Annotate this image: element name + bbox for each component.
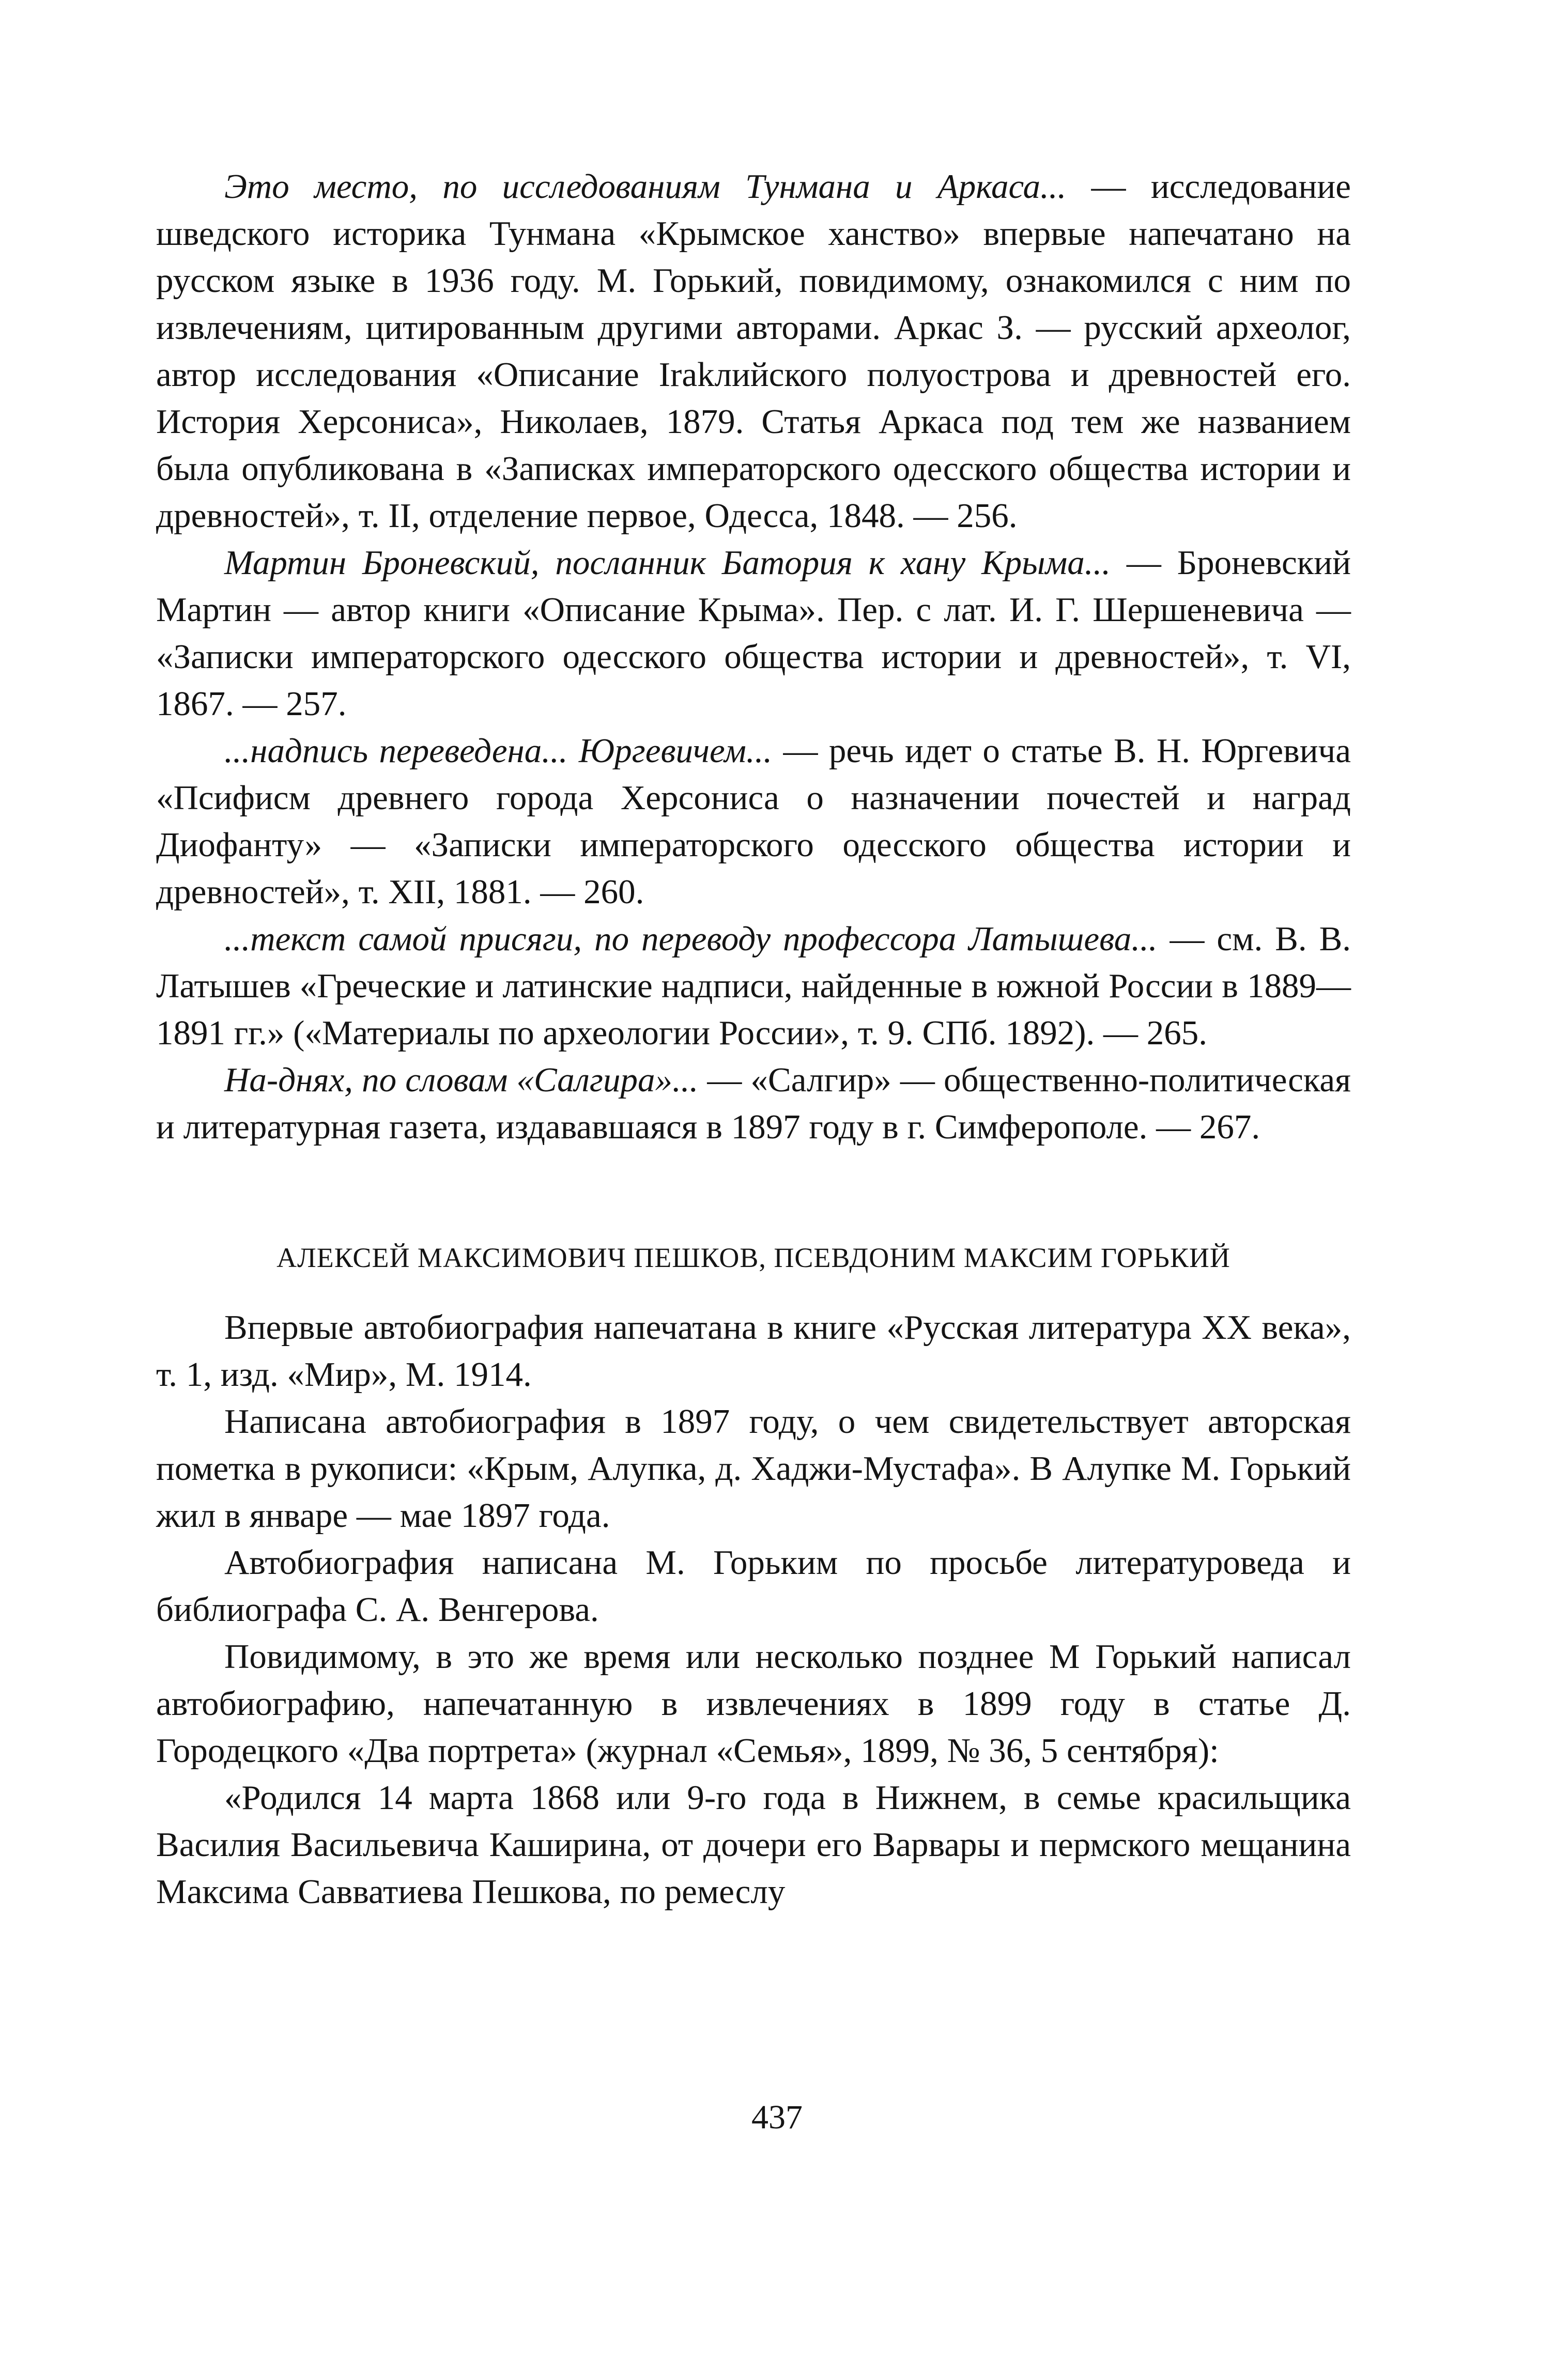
section-paragraph: Написана автобиография в 1897 году, о чем свидетельствует авторская пометка в рукописи: «Крым, Алупка, д. Хаджи-Мустафа». В Алупке М. Горький жил в январе — мае 1897 года. (156, 1402, 1351, 1535)
section-paragraph: Автобиография написана М. Горьким по просьбе литературоведа и библиографа С. А. Венгерова. (156, 1543, 1351, 1629)
section-paragraph: Повидимому, в это же время или несколько позднее М Горький написал автобиографию, напечатанную в извлечениях в 1899 году в статье Д. Городецкого «Два портрета» (журнал «Семья», 1899, № 36, 5 сентября): (156, 1637, 1351, 1770)
note-paragraph (156, 163, 1351, 539)
note-text: — Броневский Мартин — автор книги «Описание Крыма». Пер. с лат. И. Г. Шершеневича — «Записки императорского одесского общества истории и древностей», т. VI, 1867. — 257. (156, 544, 1351, 723)
section-paragraph: «Родился 14 марта 1868 или 9-го года в Нижнем, в семье красильщика Василия Васильевича Каширина, от дочери его Варвары и пермского мещанина Максима Савватиева Пешкова, по ремеслу (156, 1779, 1351, 1911)
page-content (156, 163, 1351, 1915)
note-lemma: ...текст самой присяги, по переводу профессора Латышева... (224, 920, 1158, 958)
note-lemma: На-днях, по словам «Салгира»... (224, 1061, 699, 1099)
note-paragraph (156, 728, 1351, 916)
note-paragraph (156, 539, 1351, 728)
section-paragraph: Впервые автобиография напечатана в книге «Русская литература XX века», т. 1, изд. «Мир», М. 1914. (156, 1308, 1351, 1394)
note-paragraph (156, 916, 1351, 1057)
note-text: — «Салгир» — общественно-политическая и литературная газета, издававшаяся в 1897 году в г. Симферополе. — 267. (156, 1061, 1351, 1146)
note-paragraph (156, 1057, 1351, 1151)
autobiography-section (156, 1240, 1351, 1915)
note-lemma: ...надпись переведена... Юргевичем... (224, 732, 773, 770)
note-text: — см. В. В. Латышев «Греческие и латинские надписи, найденные в южной России в 1889—1891 гг.» («Материалы по археологии России», т. 9. СПб. 1892). — 265. (156, 920, 1351, 1052)
section-heading: АЛЕКСЕЙ МАКСИМОВИЧ ПЕШКОВ, ПСЕВДОНИМ МАКСИМ ГОРЬКИЙ (276, 1242, 1230, 1273)
note-lemma: Это место, по исследованиям Тунмана и Аркаса... (224, 167, 1067, 206)
commentary-notes (156, 163, 1351, 1151)
note-text: — речь идет о статье В. Н. Юргевича «Псифисм древнего города Херсониса о назначении почестей и наград Диофанту» — «Записки императорского одесского общества истории и древностей», т. XII, 1881. — 260. (156, 732, 1351, 911)
page-number: 437 (751, 2098, 803, 2136)
note-lemma: Мартин Броневский, посланник Батория к хану Крыма... (224, 544, 1111, 582)
note-text: — исследование шведского историка Тунмана «Крымское ханство» впервые напечатано на русском языке в 1936 году. М. Горький, повидимому, ознакомился с ним по извлечениям, цитированным другими авторами. Аркас З. — русский археолог, автор исследования «Описание Irakлийского полуострова и древностей его. История Херсониса», Николаев, 1879. Статья Аркаса под тем же названием была опубликована в «Записках императорского одесского общества истории и древностей», т. II, отделение первое, Одесса, 1848. — 256. (156, 167, 1351, 535)
